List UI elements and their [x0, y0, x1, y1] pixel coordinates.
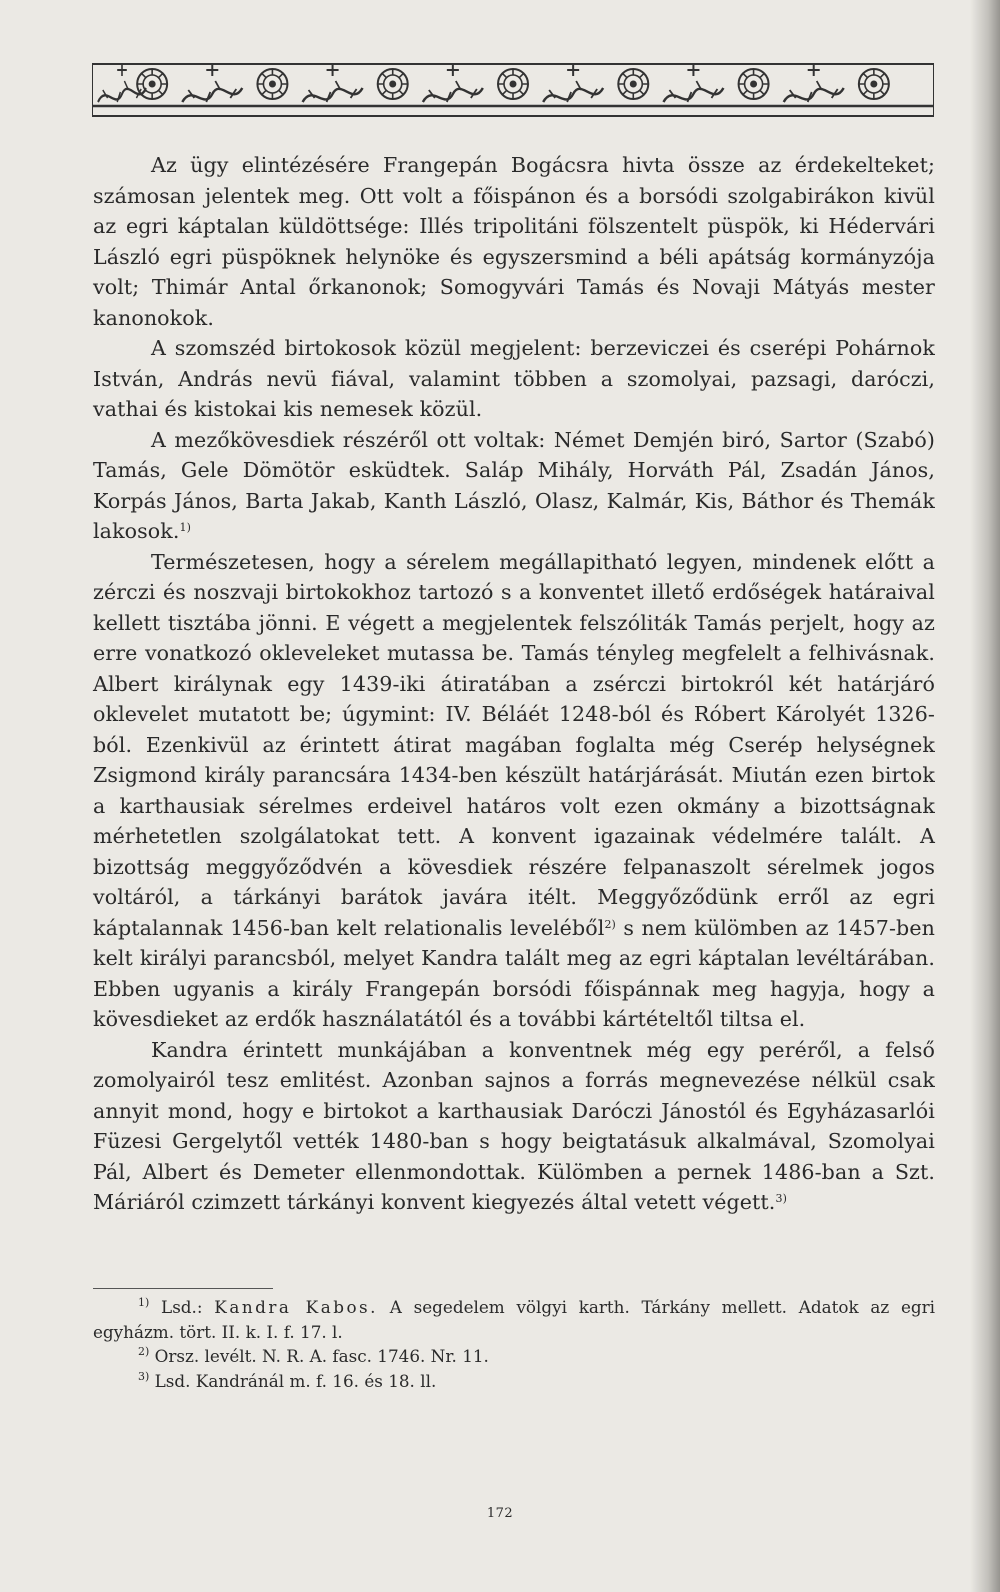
vine-ornament	[663, 64, 723, 102]
rosette-ornament	[739, 69, 769, 99]
footnote-1-mark: 1)	[138, 1296, 150, 1309]
paragraph-3-text: A mezőkövesdiek részéről ott voltak: Német Demjén biró, Sartor (Szabó) Tamás, Gele Dömötör esküdtek. Saláp Mihály, Horváth Pál, Zsadán János, Korpás János, Barta Jakab, Kanth László, Olasz, Kalmár, Kis, Báthor és Themák lakosok.	[93, 427, 935, 543]
footnote-1-author: Kandra Kabos.	[214, 1297, 378, 1317]
footnote-1-prefix: Lsd.:	[161, 1297, 203, 1317]
footnote-ref-2: 2)	[604, 917, 616, 931]
rosette-ornament	[257, 69, 287, 99]
footnote-ref-3: 3)	[775, 1192, 787, 1205]
footnotes	[93, 1295, 935, 1393]
footnote-3	[93, 1369, 935, 1394]
vine-ornament	[543, 64, 603, 102]
footnote-divider	[93, 1288, 273, 1289]
vine-ornament	[98, 64, 146, 102]
footnote-2	[93, 1344, 935, 1369]
vine-ornament	[784, 64, 844, 102]
footnote-2-text: Orsz. levélt. N. R. A. fasc. 1746. Nr. 11.	[154, 1346, 489, 1366]
rosette-ornament	[618, 69, 648, 99]
paragraph-5	[93, 1035, 935, 1218]
footnote-1	[93, 1295, 935, 1344]
paragraph-3	[93, 425, 935, 547]
footnote-3-mark: 3)	[138, 1369, 150, 1383]
vine-ornament	[303, 64, 363, 102]
paragraph-5-text: Kandra érintett munkájában a konventnek még egy peréről, a felső zomolyairól tesz emlitést. Azonban sajnos a forrás megnevezése nélkül csak annyit mond, hogy e birtokot a karthausiak Daróczi Jánostól és Egyházasarlói Füzesi Gergelytől vették 1480-ban s hogy beigtatásuk alkalmával, Szomolyai Pál, Albert és Demeter ellenmondottak. Külömben a pernek 1486-ban a Szt. Máriáról czimzett tárkányi konvent kiegyezés által vetett végett.	[93, 1037, 935, 1214]
paragraph-4-text: Természetesen, hogy a sérelem megállapitható legyen, mindenek előtt a zérczi és noszvaji birtokokhoz tartozó s a konventet illető erdőségek határaival kellett tisztába jönni. E végett a megjelentek felszóliták Tamás perjelt, hogy az erre vonatkozó okleveleket mutassa be. Tamás tényleg megfelelt a felhivásnak. Albert királynak egy 1439-iki átiratában a zsérczi birtokról két határjáró oklevelet mutatott be; úgymint: IV. Béláét 1248-ból és Róbert Károlyét 1326-ból. Ezenkivül az érintett átirat magában foglalta még Cserép helységnek Zsigmond király parancsára 1434-ben készült határjárását. Miután ezen birtok a karthausiak sérelmes erdeivel határos volt ezen okmány a bizottságnak mérhetetlen szolgálatokat tett. A konvent igazainak védelmére talált. A bizottság meggyőződvén a kövesdiek részére felpanaszolt sérelmek jogos voltáról, a tárkányi barátok javára itélt. Meggyőződünk erről az egri káptalannak 1456-ban kelt relationalis leveléből	[93, 549, 935, 940]
paragraph-4-continued: s nem külömben az 1457-ben kelt királyi parancsból, melyet Kandra talált meg az egri káptalan levéltárában. Ebben ugyanis a király Frangepán borsódi főispánnak meg hagyja, hogy a kövesdieket az erdők használatától és a további kártételtől tiltsa el.	[93, 915, 935, 1031]
body-text	[93, 150, 935, 1218]
page-edge-shadow	[970, 0, 1000, 1592]
vine-ornament	[182, 64, 242, 102]
paragraph-2: A szomszéd birtokosok közül megjelent: berzeviczei és cserépi Pohárnok István, András nevü fiával, valamint többen a szomolyai, pazsagi, daróczi, vathai és kistokai kis nemesek közül.	[93, 336, 935, 421]
rosette-ornament	[498, 69, 528, 99]
footnote-1-text: A segedelem völgyi karth. Tárkány mellett. Adatok az egri egyházm. tört. II. k. I. f. 17. l.	[93, 1297, 936, 1342]
page-number: 172	[486, 1506, 514, 1521]
rosette-ornament	[859, 69, 889, 99]
footnote-2-mark: 2)	[138, 1345, 150, 1358]
footnote-3-text: Lsd. Kandránál m. f. 16. és 18. ll.	[154, 1370, 437, 1391]
paragraph-1: Az ügy elintézésére Frangepán Bogácsra hivta össze az érdekelteket; számosan jelentek meg. Ott volt a főispánon és a borsódi szolgabirákon kivül az egri káptalan küldöttsége: Illés tripolitáni fölszentelt püspök, ki Hédervári László egri püspöknek helynöke és egyszersmind a béli apátság kormányzója volt; Thimár Antal őrkanonok; Somogyvári Tamás és Novaji Mátyás mester kanonokok.	[93, 153, 935, 330]
paragraph-4	[93, 547, 935, 1035]
footnote-ref-1: 1)	[179, 521, 192, 534]
vine-ornament	[423, 64, 483, 102]
ornamental-header-band	[92, 62, 934, 118]
rosette-ornament	[378, 69, 408, 99]
